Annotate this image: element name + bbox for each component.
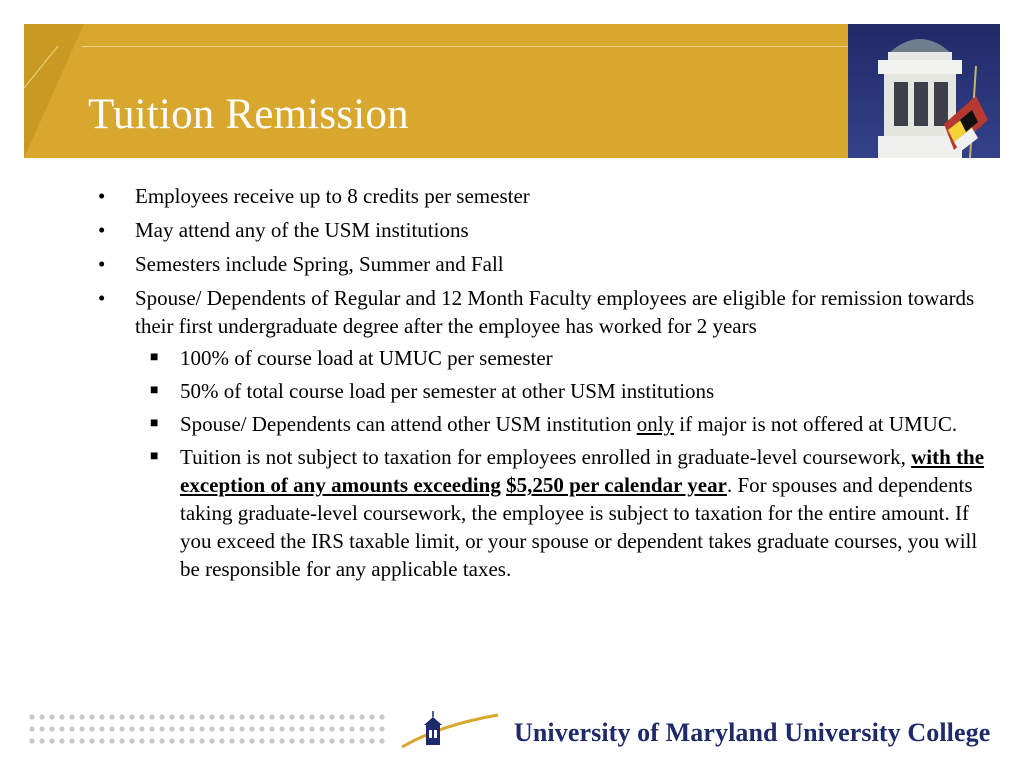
footer-dot: [29, 714, 34, 719]
footer-dot: [109, 738, 114, 743]
footer-dot: [319, 738, 324, 743]
footer-dot: [29, 738, 34, 743]
footer-dot: [259, 714, 264, 719]
footer-dot: [199, 714, 204, 719]
footer-dot: [299, 714, 304, 719]
footer-dot: [199, 726, 204, 731]
footer-dot: [379, 738, 384, 743]
footer-dot: [179, 726, 184, 731]
footer-dot: [69, 738, 74, 743]
footer-dot: [49, 726, 54, 731]
footer-dot: [309, 714, 314, 719]
footer-dot-pattern: [28, 712, 388, 746]
footer-dot: [249, 738, 254, 743]
footer-dot: [279, 738, 284, 743]
footer-dot: [309, 726, 314, 731]
footer-dot: [89, 726, 94, 731]
bold-underlined-amount: $5,250 per calendar year: [506, 473, 727, 497]
footer-dot: [199, 738, 204, 743]
footer-dot: [159, 714, 164, 719]
footer-dot: [269, 738, 274, 743]
footer-dot: [369, 714, 374, 719]
footer-dot: [99, 714, 104, 719]
footer-dot: [39, 726, 44, 731]
bullet-text: Semesters include Spring, Summer and Fall: [135, 252, 504, 276]
sub-bullet-glyph: ■: [150, 383, 159, 398]
bullet-text: Employees receive up to 8 credits per semester: [135, 184, 530, 208]
footer-dot: [279, 726, 284, 731]
bullet-glyph: •: [98, 218, 106, 242]
footer-dot: [349, 714, 354, 719]
sub-bullet-glyph: ■: [150, 416, 159, 431]
footer-dot: [129, 738, 134, 743]
sub-bullet-text: 50% of total course load per semester at other USM institutions: [180, 379, 715, 403]
footer-dot: [159, 738, 164, 743]
footer-dot: [59, 714, 64, 719]
footer-dot: [69, 714, 74, 719]
footer-dot: [209, 726, 214, 731]
footer-dot: [89, 738, 94, 743]
footer-dot: [329, 714, 334, 719]
footer-dot: [29, 726, 34, 731]
footer-dot: [119, 714, 124, 719]
footer-dot: [249, 714, 254, 719]
umuc-logo-icon: [400, 711, 500, 751]
footer-dot: [379, 714, 384, 719]
bullet-glyph: •: [98, 286, 106, 310]
footer-dot: [229, 714, 234, 719]
footer-dot: [109, 726, 114, 731]
bullet-item: [96, 284, 996, 340]
footer-dot: [169, 714, 174, 719]
footer-dot: [149, 714, 154, 719]
bold-underlined-emphasis: with the exception of any amounts exceeding: [180, 445, 985, 497]
sub-bullet-text: [180, 412, 957, 436]
footer-dot: [139, 726, 144, 731]
footer-dot: [39, 714, 44, 719]
footer-dot: [69, 726, 74, 731]
footer-dot: [99, 738, 104, 743]
cupola-flag-photo: [848, 24, 1000, 158]
footer-dot: [219, 726, 224, 731]
footer-dot: [329, 738, 334, 743]
footer-dot: [369, 738, 374, 743]
bullet-text: May attend any of the USM institutions: [135, 218, 469, 242]
footer-dot: [229, 726, 234, 731]
footer-dot: [329, 726, 334, 731]
footer-dot: [149, 726, 154, 731]
text-segment: . For spouses and dependents taking graduate-level coursework, the employee is subject to taxation for the entire amount. If you exceed the IRS taxable limit, or your spouse or dependent takes graduate courses, you will be responsible for any applicable taxes.: [180, 473, 978, 581]
underlined-emphasis: only: [636, 412, 675, 436]
sub-bullet-text: [180, 445, 984, 581]
footer-dot: [239, 726, 244, 731]
footer-dot: [349, 726, 354, 731]
footer-dot: [139, 738, 144, 743]
footer-dot: [309, 738, 314, 743]
sub-bullet-glyph: ■: [150, 350, 159, 365]
bullet-item: [96, 216, 996, 244]
footer-dot: [39, 738, 44, 743]
footer-dot: [89, 714, 94, 719]
footer-org-name: University of Maryland University College: [514, 718, 991, 747]
sub-bullet-text: 100% of course load at UMUC per semester: [180, 346, 553, 370]
footer-dot: [129, 726, 134, 731]
slide-title: Tuition Remission: [88, 91, 409, 138]
footer-dot: [189, 714, 194, 719]
text-segment: Spouse/ Dependents can attend other USM institution: [180, 412, 637, 436]
bullet-item: [96, 182, 996, 210]
footer-dot: [289, 738, 294, 743]
footer-dot: [239, 738, 244, 743]
footer-dot: [359, 714, 364, 719]
sub-bullet-item: [96, 410, 996, 438]
footer-dot: [379, 726, 384, 731]
bullet-item: [96, 250, 996, 278]
footer-dot: [209, 738, 214, 743]
footer-dot: [289, 726, 294, 731]
sub-bullet-glyph: ■: [150, 449, 159, 464]
footer-dot: [319, 714, 324, 719]
footer-dot: [189, 738, 194, 743]
footer-dot: [179, 714, 184, 719]
footer-dot: [59, 726, 64, 731]
footer-dot: [169, 738, 174, 743]
footer-dot: [189, 726, 194, 731]
footer-dot: [269, 726, 274, 731]
footer-dot: [219, 738, 224, 743]
text-segment: Tuition is not subject to taxation for employees enrolled in graduate-level coursework,: [180, 445, 912, 469]
footer-dot: [229, 738, 234, 743]
footer-dot: [139, 714, 144, 719]
footer-dot: [259, 738, 264, 743]
footer-dot: [269, 714, 274, 719]
banner-rule: [82, 46, 850, 47]
text-segment: if major is not offered at UMUC.: [674, 412, 958, 436]
footer-dot: [49, 738, 54, 743]
footer-dot: [109, 714, 114, 719]
bullet-glyph: •: [98, 184, 106, 208]
footer-dot: [249, 726, 254, 731]
footer-dot: [59, 738, 64, 743]
footer-dot: [49, 714, 54, 719]
sub-bullet-item: [96, 443, 996, 583]
footer-dot: [159, 726, 164, 731]
footer-dot: [119, 726, 124, 731]
sub-bullet-item: [96, 377, 996, 405]
footer-dot: [339, 738, 344, 743]
footer-dot: [79, 714, 84, 719]
footer-dot: [79, 738, 84, 743]
footer-dot: [259, 726, 264, 731]
bullet-text: Spouse/ Dependents of Regular and 12 Month Faculty employees are eligible for remission towards their first undergraduate degree after the employee has worked for 2 years: [135, 286, 975, 338]
footer-dot: [349, 738, 354, 743]
footer-dot: [289, 714, 294, 719]
footer-dot: [359, 726, 364, 731]
footer-dot: [339, 714, 344, 719]
footer-dot: [149, 738, 154, 743]
footer-dot: [299, 738, 304, 743]
bullet-glyph: •: [98, 252, 106, 276]
footer-dot: [209, 714, 214, 719]
footer-dot: [129, 714, 134, 719]
slide-body: [96, 182, 996, 588]
footer-dot: [99, 726, 104, 731]
footer-dot: [339, 726, 344, 731]
footer-dot: [359, 738, 364, 743]
footer-dot: [179, 738, 184, 743]
footer-dot: [79, 726, 84, 731]
sub-bullet-item: [96, 344, 996, 372]
footer-dot: [239, 714, 244, 719]
footer-dot: [319, 726, 324, 731]
footer-dot: [119, 738, 124, 743]
footer-dot: [279, 714, 284, 719]
footer-dot: [299, 726, 304, 731]
footer-dot: [369, 726, 374, 731]
footer-dot: [169, 726, 174, 731]
footer-dot: [219, 714, 224, 719]
